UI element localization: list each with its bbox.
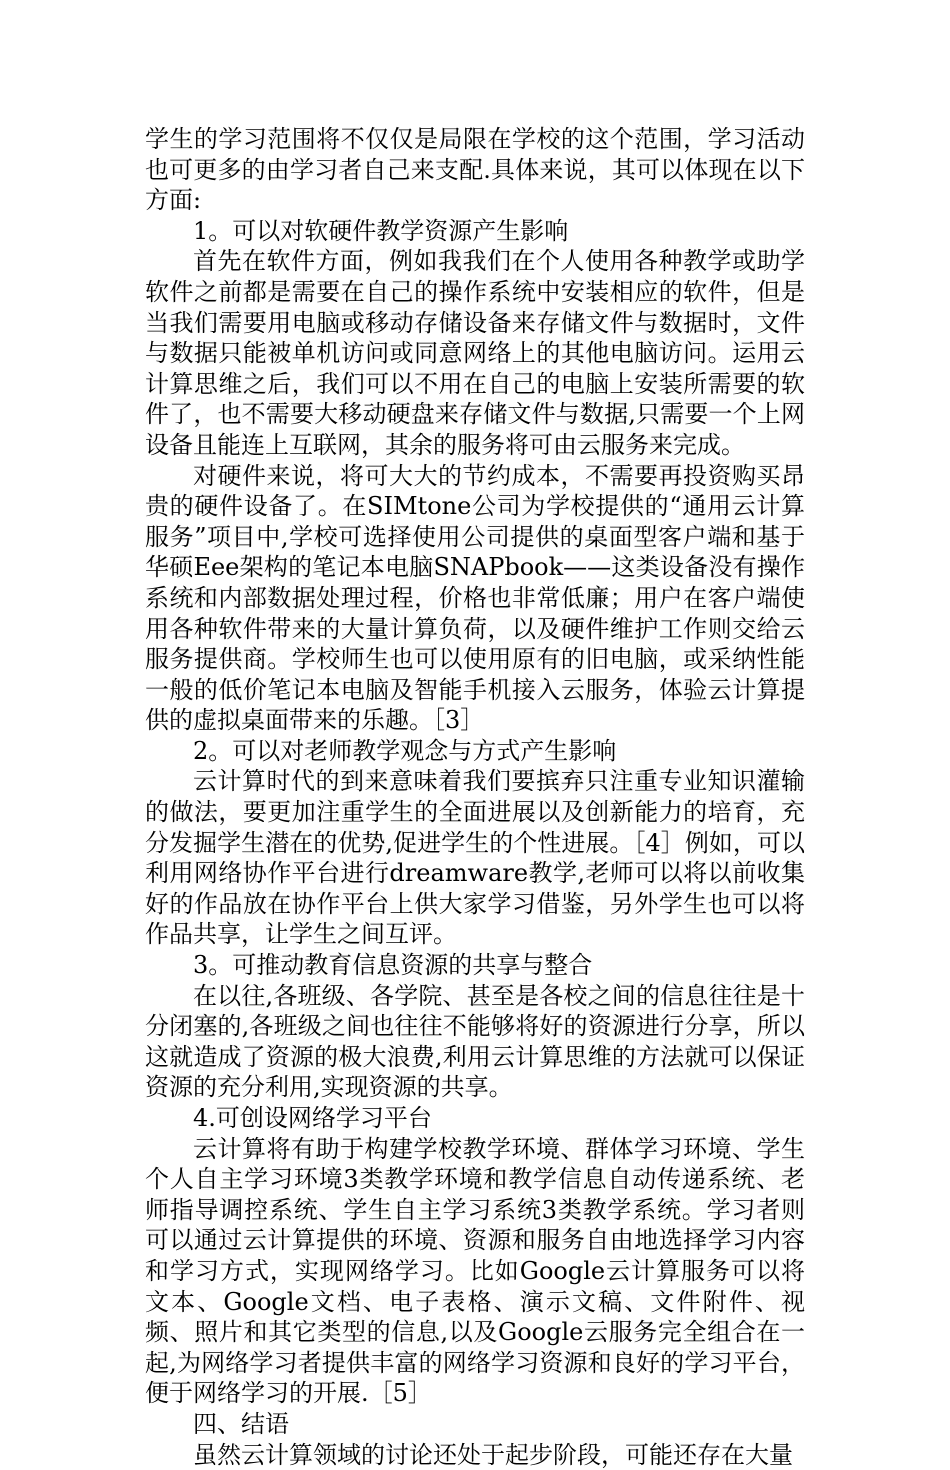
document-body [145, 124, 805, 1470]
paragraph-intro: 学生的学习范围将不仅仅是局限在学校的这个范围，学习活动也可更多的由学习者自己来支配.具体来说，其可以体现在以下方面: [145, 125, 805, 215]
paragraph-teaching-concepts: 云计算时代的到来意味着我们要摈弃只注重专业知识灌输的做法，要更加注重学生的全面进展以及创新能力的培育，充分发掘学生潜在的优势,促进学生的个性进展。［4］例如，可以利用网络协作平台进行dreamware教学,老师可以将以前收集好的作品放在协作平台上供大家学习借鉴，另外学生也可以将作品共享，让学生之间互评。 [145, 767, 805, 949]
paragraph-software: 首先在软件方面，例如我我们在个人使用各种教学或助学软件之前都是需要在自己的操作系统中安装相应的软件，但是当我们需要用电脑或移动存储设备来存储文件与数据时，文件与数据只能被单机访问或同意网络上的其他电脑访问。运用云计算思维之后，我们可以不用在自己的电脑上安装所需要的软件了，也不需要大移动硬盘来存储文件与数据,只需要一个上网设备且能连上互联网，其余的服务将可由云服务来完成。 [145, 247, 805, 459]
paragraph-resource-sharing: 在以往,各班级、各学院、甚至是各校之间的信息往往是十分闭塞的,各班级之间也往往不能够将好的资源进行分享，所以这就造成了资源的极大浪费,利用云计算思维的方法就可以保证资源的充分利用,实现资源的共享。 [145, 981, 805, 1102]
heading-resource-sharing: 3。可推动教育信息资源的共享与整合 [193, 951, 593, 980]
heading-learning-platform: 4.可创设网络学习平台 [193, 1104, 432, 1132]
heading-software-hardware: 1。可以对软硬件教学资源产生影响 [193, 216, 569, 245]
heading-teaching-concepts: 2。可以对老师教学观念与方式产生影响 [193, 736, 617, 765]
paragraph-hardware: 对硬件来说，将可大大的节约成本，不需要再投资购买昂贵的硬件设备了。在SIMtone公司为学校提供的“通用云计算服务”项目中,学校可选择使用公司提供的桌面型客户端和基于华硕Eee架构的笔记本电脑SNAPbook——这类设备没有操作系统和内部数据处理过程，价格也非常低廉；用户在客户端使用各种软件带来的大量计算负荷，以及硬件维护工作则交给云服务提供商。学校师生也可以使用原有的旧电脑，或采纳性能一般的低价笔记本电脑及智能手机接入云服务，体验云计算提供的虚拟桌面带来的乐趣。［3］ [145, 461, 805, 735]
paragraph-learning-platform: 云计算将有助于构建学校教学环境、群体学习环境、学生个人自主学习环境3类教学环境和教学信息自动传递系统、老师指导调控系统、学生自主学习系统3类教学系统。学习者则可以通过云计算提供的环境、资源和服务自由地选择学习内容和学习方式，实现网络学习。比如Google云计算服务可以将文本、Google文档、电子表格、演示文稿、文件附件、视频、照片和其它类型的信息,以及Google云服务完全组合在一起,为网络学习者提供丰富的网络学习资源和良好的学习平台，便于网络学习的开展.［5］ [145, 1134, 805, 1408]
paragraph-conclusion: 虽然云计算领域的讨论还处于起步阶段，可能还存在大量 [193, 1440, 793, 1469]
heading-conclusion: 四、结语 [193, 1409, 289, 1438]
